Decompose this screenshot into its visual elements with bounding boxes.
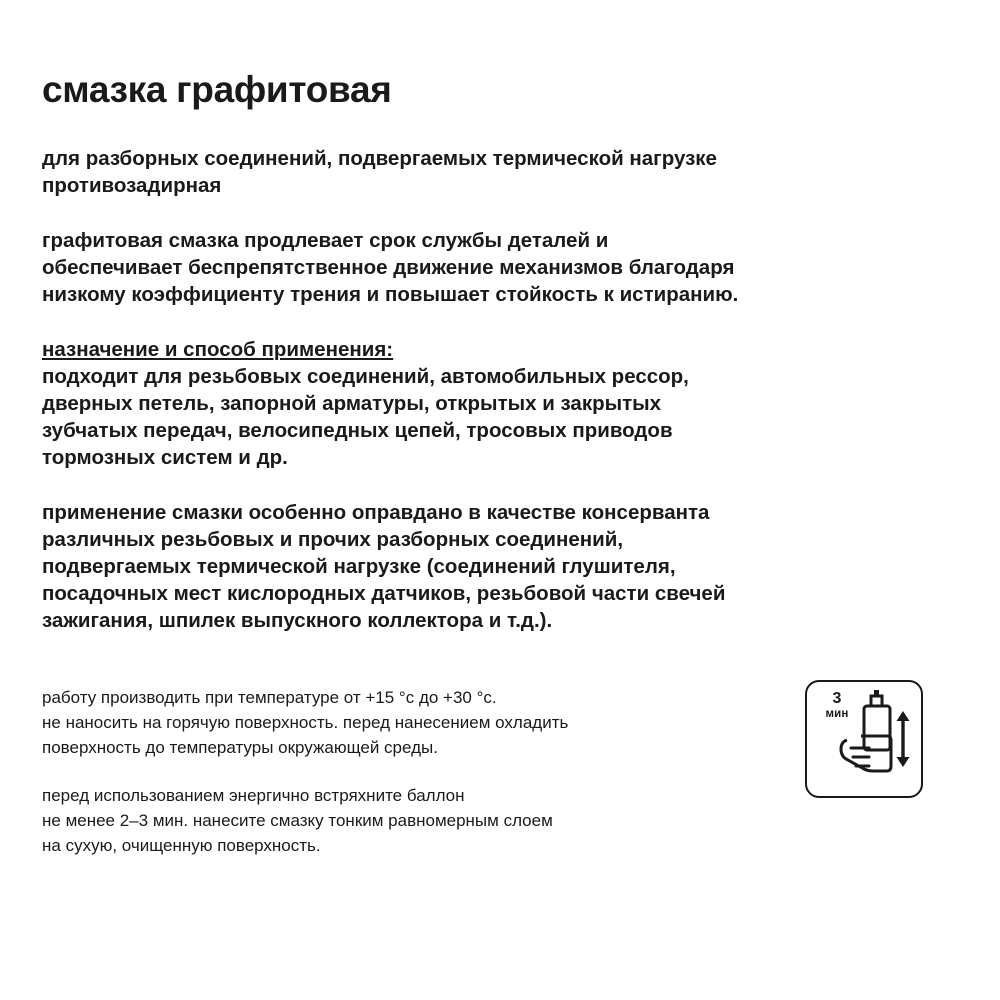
note-1-line-2: не наносить на горячую поверхность. перед нанесением охладить	[42, 713, 569, 733]
note-1-line-1: работу производить при температуре от +15 °с до +30 °с.	[42, 688, 497, 708]
usage-line-1: подходит для резьбовых соединений, автомобильных рессор,	[42, 364, 689, 388]
application-line-3: подвергаемых термической нагрузке (соединений глушителя,	[42, 555, 676, 579]
intro-line-3: низкому коэффициенту трения и повышает стойкость к истиранию.	[42, 282, 739, 306]
subtitle-line-2: противозадирная	[42, 173, 222, 197]
note-2-line-3: на сухую, очищенную поверхность.	[42, 835, 321, 855]
application-line-2: различных резьбовых и прочих разборных соединений,	[42, 528, 624, 552]
usage-line-2: дверных петель, запорной арматуры, открытых и закрытых	[42, 392, 662, 416]
shake-duration-value: 3	[832, 690, 842, 708]
note-1-line-3: поверхность до температуры окружающей среды.	[42, 737, 438, 757]
intro-line-1: графитовая смазка продлевает срок службы деталей и	[42, 228, 609, 252]
intro-line-2: обеспечивает беспрепятственное движение механизмов благодаря	[42, 255, 735, 279]
footnotes-section	[42, 686, 958, 858]
shake-duration-unit: мин	[825, 708, 849, 721]
note-2-line-2: не менее 2–3 мин. нанесите смазку тонким равномерным слоем	[42, 810, 553, 830]
application-line-5: зажигания, шпилек выпускного коллектора и т.д.).	[42, 609, 553, 633]
application-line-4: посадочных мест кислородных датчиков, резьбовой части свечей	[42, 582, 726, 606]
note-temperature	[42, 686, 762, 760]
note-2-line-1: перед использованием энергично встряхните баллон	[42, 786, 465, 806]
usage-line-4: тормозных систем и др.	[42, 446, 288, 470]
page-title: смазка графитовая	[42, 69, 392, 110]
subtitle-line-1: для разборных соединений, подвергаемых термической нагрузке	[42, 146, 717, 170]
usage-paragraph	[42, 336, 957, 471]
application-line-1: применение смазки особенно оправдано в качестве консерванта	[42, 501, 710, 525]
subtitle-paragraph	[42, 145, 957, 199]
application-paragraph	[42, 499, 957, 634]
intro-paragraph	[42, 227, 957, 308]
note-shake-instructions	[42, 784, 762, 858]
usage-line-3: зубчатых передач, велосипедных цепей, тросовых приводов	[42, 419, 673, 443]
shake-duration-label	[817, 691, 857, 720]
usage-heading: назначение и способ применения:	[42, 337, 394, 361]
shake-can-icon	[805, 680, 923, 798]
